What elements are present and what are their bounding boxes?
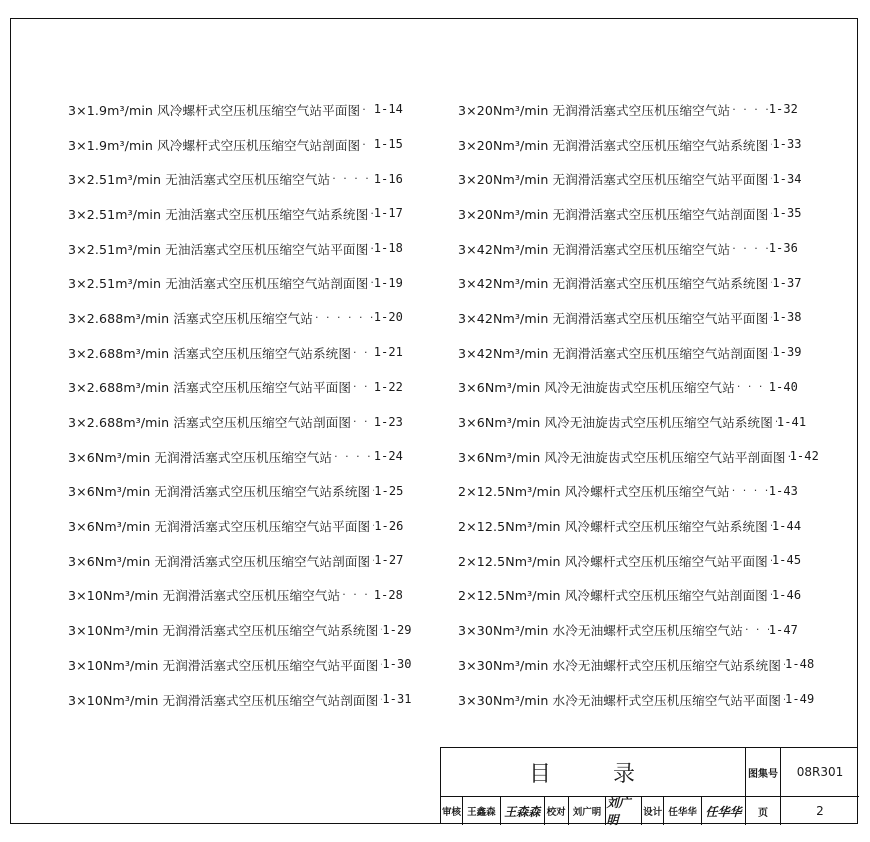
review-label: 审核: [441, 797, 463, 825]
toc-left-column: [68, 92, 412, 716]
toc-entry: [458, 543, 802, 578]
toc-entry-title: 3×30Nm³/min 水冷无油螺杆式空压机压缩空气站平面图: [458, 692, 782, 708]
toc-entry: [68, 92, 403, 127]
toc-entry: [458, 508, 802, 543]
toc-entry-title: 3×6Nm³/min 风冷无油旋齿式空压机压缩空气站平剖面图: [458, 449, 786, 465]
toc-entry-page: 1-46: [771, 587, 802, 602]
dot-leader: [743, 623, 769, 636]
toc-entry-page: 1-32: [768, 102, 798, 117]
title-block: [440, 747, 858, 827]
toc-entry-title: 3×6Nm³/min 无润滑活塞式空压机压缩空气站: [68, 449, 333, 465]
toc-entry: [68, 335, 403, 370]
designer-signature: 任华华: [705, 804, 742, 819]
toc-entry: [68, 439, 403, 474]
dot-leader: [360, 138, 373, 151]
toc-entry: [458, 127, 802, 162]
toc-entry-title: 3×2.51m³/min 无油活塞式空压机压缩空气站平面图: [68, 241, 369, 257]
toc-entry: [458, 578, 802, 613]
toc-entry-page: 1-23: [373, 414, 403, 429]
toc-entry-title: 3×20Nm³/min 无润滑活塞式空压机压缩空气站: [458, 102, 731, 118]
toc-entry: [458, 161, 802, 196]
toc-entry-page: 1-21: [373, 345, 403, 360]
toc-entry-title: 3×20Nm³/min 无润滑活塞式空压机压缩空气站剖面图: [458, 206, 769, 222]
toc-entry-title: 3×10Nm³/min 无润滑活塞式空压机压缩空气站剖面图: [68, 692, 379, 708]
toc-entry-title: 3×10Nm³/min 无润滑活塞式空压机压缩空气站平面图: [68, 657, 379, 673]
checker-name: 刘广明: [569, 797, 607, 825]
dot-leader: [735, 380, 769, 393]
toc-entry-title: 3×30Nm³/min 水冷无油螺杆式空压机压缩空气站: [458, 623, 743, 639]
toc-entry-title: 3×2.51m³/min 无油活塞式空压机压缩空气站剖面图: [68, 276, 369, 292]
toc-entry: [68, 231, 403, 266]
set-number-label: 图集号: [746, 748, 781, 797]
toc-entry: [458, 404, 807, 439]
toc-entry-title: 3×2.51m³/min 无油活塞式空压机压缩空气站: [68, 172, 331, 188]
dot-leader: [351, 346, 374, 359]
page-number: 2: [816, 804, 824, 818]
toc-entry-page: 1-15: [373, 137, 403, 152]
toc-entry-page: 1-38: [772, 310, 802, 325]
toc-entry-page: 1-37: [772, 275, 802, 290]
set-number-value: 08R301: [781, 748, 859, 797]
dot-leader: [313, 311, 374, 324]
toc-entry-title: 3×42Nm³/min 无润滑活塞式空压机压缩空气站剖面图: [458, 345, 769, 361]
toc-entry-title: 3×6Nm³/min 无润滑活塞式空压机压缩空气站系统图: [68, 484, 371, 500]
checker-signature: 刘广明: [606, 797, 642, 825]
toc-entry-page: 1-42: [789, 449, 819, 464]
toc-entry-page: 1-27: [374, 553, 404, 568]
toc-entry: [458, 439, 819, 474]
toc-entry: [68, 543, 403, 578]
toc-entry-page: 1-20: [373, 310, 403, 325]
toc-entry-page: 1-35: [772, 206, 802, 221]
title-char-1: 目: [529, 761, 552, 787]
toc-entry: [68, 578, 403, 613]
toc-entry-title: 3×42Nm³/min 无润滑活塞式空压机压缩空气站: [458, 241, 731, 257]
reviewer-signature: 王森森: [501, 797, 545, 825]
toc-entry: [458, 682, 815, 717]
toc-entry-page: 1-47: [768, 622, 798, 637]
toc-entry-page: 1-22: [373, 379, 403, 394]
reviewer-name: 王鑫森: [463, 797, 501, 825]
toc-entry: [68, 404, 403, 439]
toc-entry: [68, 370, 403, 405]
toc-entry: [458, 647, 815, 682]
toc-entry-page: 1-30: [382, 657, 412, 672]
toc-entry-title: 3×10Nm³/min 无润滑活塞式空压机压缩空气站: [68, 588, 341, 604]
toc-entry-title: 3×2.688m³/min 活塞式空压机压缩空气站剖面图: [68, 415, 352, 431]
toc-entry: [458, 231, 798, 266]
toc-entry: [68, 127, 403, 162]
toc-entry-title: 2×12.5Nm³/min 风冷螺杆式空压机压缩空气站系统图: [458, 519, 768, 535]
toc-entry-title: 2×12.5Nm³/min 风冷螺杆式空压机压缩空气站平面图: [458, 553, 768, 569]
toc-entry-page: 1-33: [772, 137, 802, 152]
toc-entry: [458, 474, 798, 509]
toc-entry: [68, 682, 412, 717]
toc-entry-page: 1-25: [374, 483, 404, 498]
toc-right-column: [458, 92, 819, 716]
toc-entry: [458, 265, 802, 300]
toc-entry: [458, 196, 802, 231]
title-char-2: 录: [612, 761, 635, 787]
dot-leader: [351, 380, 374, 393]
toc-entry-page: 1-49: [785, 692, 815, 707]
dot-leader: [351, 415, 374, 428]
toc-entry-page: 1-29: [382, 622, 412, 637]
toc-entry-title: 3×2.688m³/min 活塞式空压机压缩空气站: [68, 310, 313, 326]
toc-entry: [458, 335, 802, 370]
toc-entry-page: 1-16: [373, 171, 403, 186]
toc-entry-title: 3×20Nm³/min 无润滑活塞式空压机压缩空气站平面图: [458, 172, 769, 188]
toc-entry-title: 3×42Nm³/min 无润滑活塞式空压机压缩空气站平面图: [458, 310, 769, 326]
toc-entry-page: 1-19: [373, 275, 403, 290]
toc-entry-page: 1-26: [374, 518, 404, 533]
toc-entry-title: 3×42Nm³/min 无润滑活塞式空压机压缩空气站系统图: [458, 276, 769, 292]
toc-entry: [458, 92, 798, 127]
toc-entry: [68, 474, 403, 509]
toc-entry: [68, 508, 403, 543]
toc-entry-title: 3×6Nm³/min 无润滑活塞式空压机压缩空气站平面图: [68, 519, 371, 535]
toc-entry-title: 3×2.688m³/min 活塞式空压机压缩空气站平面图: [68, 380, 352, 396]
toc-entry-title: 3×6Nm³/min 无润滑活塞式空压机压缩空气站剖面图: [68, 553, 371, 569]
dot-leader: [730, 242, 768, 255]
toc-entry-title: 3×6Nm³/min 风冷无油旋齿式空压机压缩空气站: [458, 380, 735, 396]
toc-entry-title: 3×30Nm³/min 水冷无油螺杆式空压机压缩空气站系统图: [458, 657, 782, 673]
toc-entry: [68, 300, 403, 335]
toc-entry-page: 1-43: [768, 483, 798, 498]
dot-leader: [360, 103, 373, 116]
toc-entry-title: 3×6Nm³/min 风冷无油旋齿式空压机压缩空气站系统图: [458, 415, 773, 431]
toc-entry-page: 1-34: [772, 171, 802, 186]
page-label: 页: [746, 797, 781, 825]
toc-entry-page: 1-14: [373, 102, 403, 117]
dot-leader: [730, 103, 768, 116]
toc-entry: [458, 370, 798, 405]
dot-leader: [340, 588, 373, 601]
toc-entry: [68, 196, 403, 231]
toc-entry: [68, 647, 412, 682]
toc-entry-title: 3×20Nm³/min 无润滑活塞式空压机压缩空气站系统图: [458, 137, 769, 153]
dot-leader: [730, 484, 769, 497]
toc-entry-title: 2×12.5Nm³/min 风冷螺杆式空压机压缩空气站: [458, 484, 730, 500]
designer-name: 任华华: [664, 797, 702, 825]
design-label: 设计: [642, 797, 664, 825]
toc-entry-page: 1-48: [785, 657, 815, 672]
toc-entry-page: 1-36: [768, 241, 798, 256]
toc-entry-page: 1-31: [382, 692, 412, 707]
toc-entry: [68, 265, 403, 300]
toc-entry: [68, 612, 412, 647]
toc-entry-title: 3×1.9m³/min 风冷螺杆式空压机压缩空气站平面图: [68, 102, 361, 118]
toc-entry: [68, 161, 403, 196]
toc-entry-page: 1-28: [373, 587, 403, 602]
toc-entry-page: 1-24: [373, 449, 403, 464]
toc-entry-page: 1-45: [771, 553, 802, 568]
toc-entry-title: 3×10Nm³/min 无润滑活塞式空压机压缩空气站系统图: [68, 623, 379, 639]
toc-entry-title: 3×2.51m³/min 无油活塞式空压机压缩空气站系统图: [68, 206, 369, 222]
toc-entry-title: 3×2.688m³/min 活塞式空压机压缩空气站系统图: [68, 345, 352, 361]
dot-leader: [330, 172, 373, 185]
toc-entry-page: 1-17: [373, 206, 403, 221]
dot-leader: [332, 450, 374, 463]
title-block-heading: [441, 748, 746, 797]
toc-entry: [458, 612, 798, 647]
signature-row: [441, 797, 746, 825]
toc-entry-title: 2×12.5Nm³/min 风冷螺杆式空压机压缩空气站剖面图: [458, 588, 768, 604]
check-label: 校对: [545, 797, 569, 825]
toc-entry-page: 1-41: [776, 414, 807, 429]
toc-entry-page: 1-18: [373, 241, 403, 256]
toc-entry-page: 1-39: [772, 345, 802, 360]
toc-entry: [458, 300, 802, 335]
toc-entry-title: 3×1.9m³/min 风冷螺杆式空压机压缩空气站剖面图: [68, 137, 361, 153]
toc-entry-page: 1-40: [768, 379, 798, 394]
toc-entry-page: 1-44: [771, 518, 802, 533]
